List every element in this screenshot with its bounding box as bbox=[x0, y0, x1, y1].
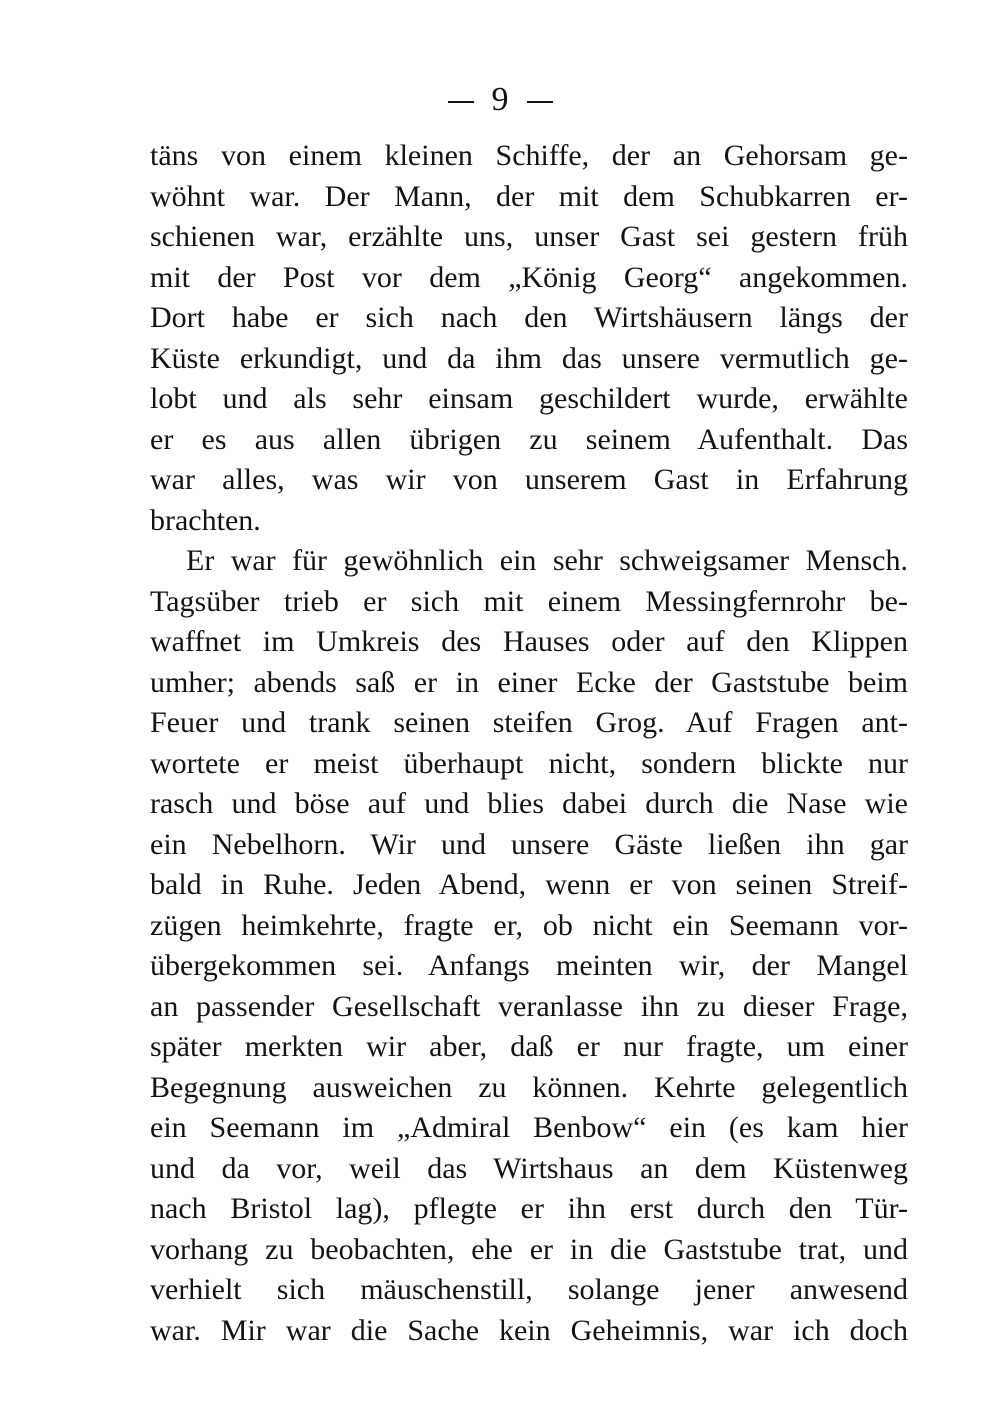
text-line: waffnet im Umkreis des Hauses oder auf den Klippen bbox=[150, 625, 908, 658]
text-line: nach Bristol lag), pflegte er ihn erst durch den Tür- bbox=[150, 1192, 908, 1225]
page-number-value: 9 bbox=[491, 81, 509, 118]
text-line: zügen heimkehrte, fragte er, ob nicht ein Seemann vor- bbox=[150, 908, 908, 942]
text-line: Er war für gewöhnlich ein sehr schweigsamer Mensch. bbox=[186, 544, 908, 577]
text-line: verhielt sich mäuschenstill, solange jener anwesend bbox=[150, 1273, 908, 1306]
text-line: täns von einem kleinen Schiffe, der an Gehorsam ge- bbox=[150, 139, 908, 172]
text-line: lobt und als sehr einsam geschildert wurde, erwählte bbox=[150, 382, 908, 415]
text-line: war. Mir war die Sache kein Geheimnis, war ich doch bbox=[150, 1313, 908, 1347]
text-line: Begegnung ausweichen zu können. Kehrte gelegentlich bbox=[150, 1070, 908, 1104]
text-line: umher; abends saß er in einer Ecke der Gaststube beim bbox=[150, 665, 908, 699]
text-line: Küste erkundigt, und da ihm das unsere vermutlich ge- bbox=[150, 341, 908, 375]
text-line: ein Nebelhorn. Wir und unsere Gäste ließen ihn gar bbox=[150, 827, 908, 861]
text-line: er es aus allen übrigen zu seinem Aufenthalt. Das bbox=[150, 422, 908, 456]
text-line: bald in Ruhe. Jeden Abend, wenn er von seinen Streif- bbox=[150, 868, 908, 901]
text-line: rasch und böse auf und blies dabei durch die Nase wie bbox=[150, 787, 908, 820]
text-line: mit der Post vor dem „König Georg“ angekommen. bbox=[150, 260, 908, 294]
body-text bbox=[150, 136, 908, 1351]
text-line: Tagsüber trieb er sich mit einem Messingfernrohr be- bbox=[150, 584, 908, 618]
text-line: Dort habe er sich nach den Wirtshäusern längs der bbox=[150, 301, 908, 334]
text-line: und da vor, weil das Wirtshaus an dem Küstenweg bbox=[150, 1151, 908, 1185]
text-line: an passender Gesellschaft veranlasse ihn zu dieser Frage, bbox=[150, 989, 908, 1023]
page-number-dash-right bbox=[527, 101, 553, 103]
text-line: war alles, was wir von unserem Gast in Erfahrung bbox=[150, 463, 908, 496]
text-line: ein Seemann im „Admiral Benbow“ ein (es kam hier bbox=[150, 1111, 908, 1144]
page-number bbox=[0, 80, 1000, 120]
text-line: brachten. bbox=[150, 503, 261, 537]
text-line: wortete er meist überhaupt nicht, sondern blickte nur bbox=[150, 746, 908, 780]
text-line: schienen war, erzählte uns, unser Gast sei gestern früh bbox=[150, 220, 908, 253]
text-line: später merkten wir aber, daß er nur fragte, um einer bbox=[150, 1030, 908, 1063]
text-line: Feuer und trank seinen steifen Grog. Auf Fragen ant- bbox=[150, 706, 908, 739]
page-number-dash-left bbox=[448, 101, 474, 103]
text-line: wöhnt war. Der Mann, der mit dem Schubkarren er- bbox=[150, 179, 908, 213]
text-line: vorhang zu beobachten, ehe er in die Gaststube trat, und bbox=[150, 1232, 908, 1266]
text-line: übergekommen sei. Anfangs meinten wir, der Mangel bbox=[150, 949, 908, 982]
